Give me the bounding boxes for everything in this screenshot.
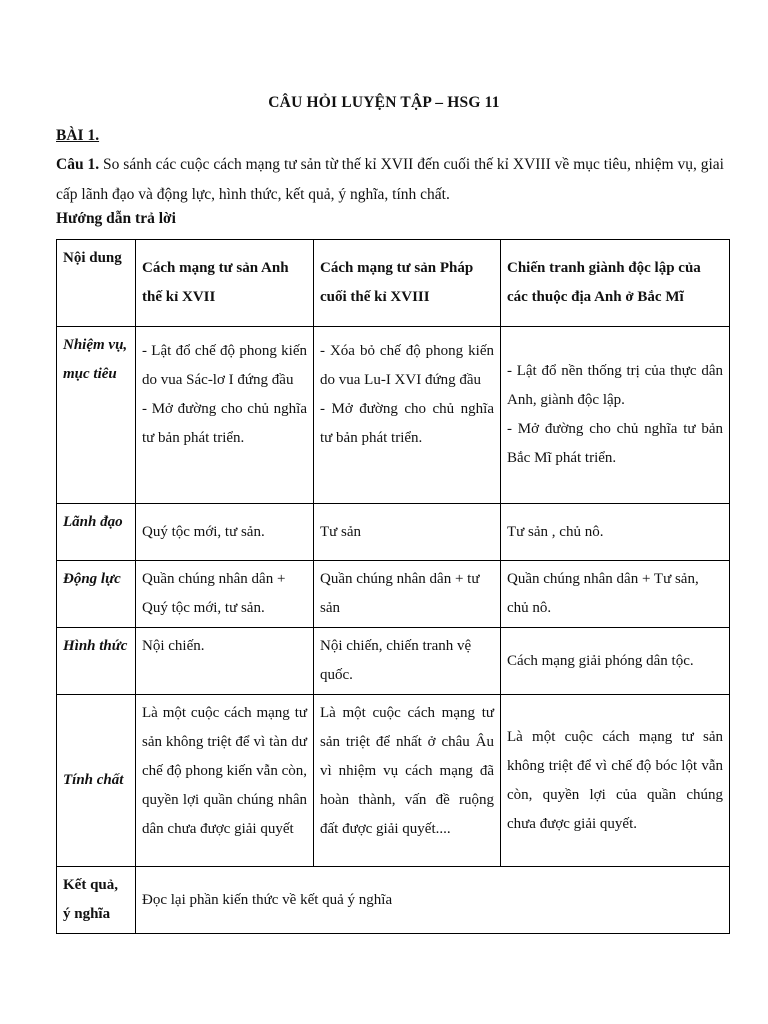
cell-results-merged: Đọc lại phần kiến thức về kết quả ý nghĩa <box>136 867 730 934</box>
table-row <box>57 561 730 628</box>
cell-motive-france: Quần chúng nhân dân + tư sản <box>314 561 501 628</box>
cell-nature-england: Là một cuộc cách mạng tư sản không triệt để vì tàn dư chế độ phong kiến vẫn còn, quyền lợi quần chúng nhân dân chưa được giải quyết <box>136 695 314 867</box>
cell-motive-north-america: Quần chúng nhân dân + Tư sản, chủ nô. <box>501 561 730 628</box>
cell-text: - Lật đổ nền thống trị của thực dân Anh, giành độc lập. - Mở đường cho chủ nghĩa tư bản Bắc Mĩ phát triển. <box>507 363 723 466</box>
section-heading: BÀI 1. <box>56 127 100 144</box>
cell-form-england: Nội chiến. <box>136 628 314 695</box>
table-row <box>57 327 730 504</box>
cell-nature-france: Là một cuộc cách mạng tư sản triệt để nhất ở châu Âu vì nhiệm vụ cách mạng đã hoàn thành, vấn đề ruộng đất được giải quyết.... <box>314 695 501 867</box>
row-label-motive: Động lực <box>57 561 136 628</box>
row-label-form: Hình thức <box>57 628 136 695</box>
cell-form-north-america: Cách mạng giải phóng dân tộc. <box>501 628 730 695</box>
cell-text: - Xóa bỏ chế độ phong kiến do vua Lu-I XVI đứng đầu - Mở đường cho chủ nghĩa tư bản phát triển. <box>320 343 494 446</box>
header-content: Nội dung <box>57 240 136 327</box>
cell-form-france: Nội chiến, chiến tranh vệ quốc. <box>314 628 501 695</box>
question-text: So sánh các cuộc cách mạng tư sản từ thế kỉ XVII đến cuối thế kỉ XVIII về mục tiêu, nhiệm vụ, giai cấp lãnh đạo và động lực, hình thức, kết quả, ý nghĩa, tính chất. <box>56 156 724 203</box>
row-label-tasks <box>57 327 136 504</box>
cell-nature-north-america: Là một cuộc cách mạng tư sản không triệt để vì chế độ bóc lột vẫn còn, quyền lợi của quần chúng chưa được giải quyết. <box>501 695 730 867</box>
question-paragraph <box>56 150 724 210</box>
table-row <box>57 504 730 561</box>
row-label-nature: Tính chất <box>57 695 136 867</box>
row-label-text: Nhiệm vụ, mục tiêu <box>63 337 128 382</box>
header-north-america: Chiến tranh giành độc lập của các thuộc địa Anh ở Bắc Mĩ <box>501 240 730 327</box>
table-row <box>57 695 730 867</box>
header-england: Cách mạng tư sản Anh thế kỉ XVII <box>136 240 314 327</box>
comparison-table <box>56 239 730 934</box>
table-row <box>57 628 730 695</box>
cell-motive-england: Quần chúng nhân dân + Quý tộc mới, tư sản. <box>136 561 314 628</box>
header-france: Cách mạng tư sản Pháp cuối thế kỉ XVIII <box>314 240 501 327</box>
cell-tasks-north-america <box>501 327 730 504</box>
cell-leadership-england: Quý tộc mới, tư sản. <box>136 504 314 561</box>
table-header-row <box>57 240 730 327</box>
cell-tasks-england <box>136 327 314 504</box>
cell-text: - Lật đổ chế độ phong kiến do vua Sác-lơ I đứng đầu - Mở đường cho chủ nghĩa tư bản phát triển. <box>142 343 307 446</box>
answer-guide-heading: Hướng dẫn trả lời <box>56 210 176 227</box>
cell-leadership-france: Tư sản <box>314 504 501 561</box>
table-row <box>57 867 730 934</box>
question-label: Câu 1. <box>56 156 100 173</box>
row-label-results: Kết quả, ý nghĩa <box>57 867 136 934</box>
cell-tasks-france <box>314 327 501 504</box>
cell-leadership-north-america: Tư sản , chủ nô. <box>501 504 730 561</box>
row-label-leadership: Lãnh đạo <box>57 504 136 561</box>
document-title: CÂU HỎI LUYỆN TẬP – HSG 11 <box>268 94 500 111</box>
